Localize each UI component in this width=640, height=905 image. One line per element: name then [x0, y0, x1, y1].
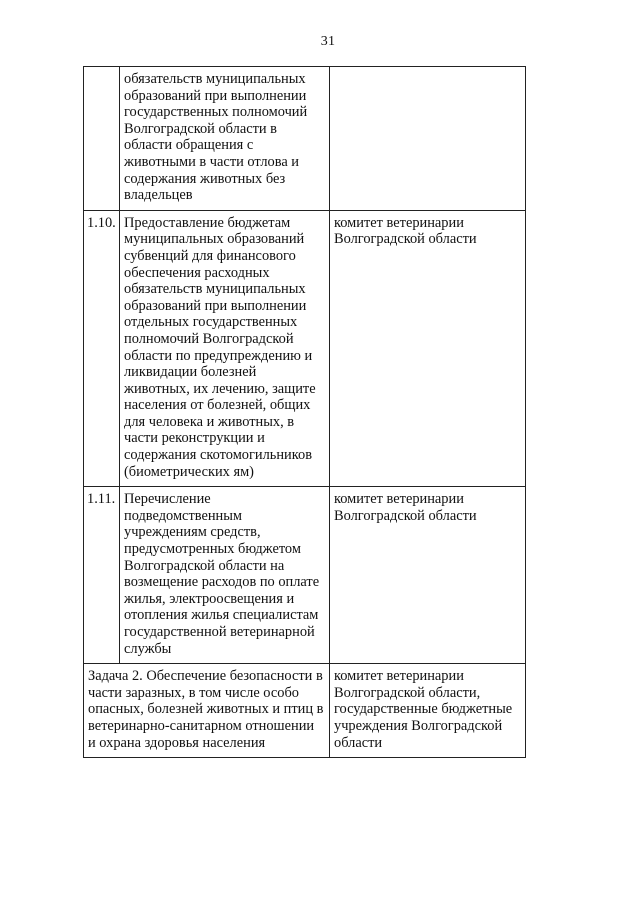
- executor-cell: [330, 210, 526, 487]
- measure-description-cell: [120, 67, 330, 211]
- table-row: [84, 210, 526, 487]
- measure-description: Перечисление подведомственным учреждениям средств, предусмотренных бюджетом Волгоградской области на возмещение расходов по оплате жилья, электроосвещения и отопления жилья специалистам государственной ветеринарной службы: [124, 491, 320, 657]
- page-number: 31: [320, 34, 336, 49]
- row-number-cell: [84, 67, 120, 211]
- task-description: Задача 2. Обеспечение безопасности в части заразных, в том числе особо опасных, болезней животных и птиц в ветеринарно-санитарном отношении и охрана здоровья населения: [88, 668, 324, 751]
- executor-cell: [330, 67, 526, 211]
- executor: комитет ветеринарии Волгоградской области, государственные бюджетные учреждения Волгоградской области: [334, 668, 513, 751]
- executor-cell: [330, 487, 526, 664]
- measure-description: обязательств муниципальных образований при выполнении государственных полномочий Волгоградской области в области обращения с животными в части отлова и содержания животных без владельцев: [124, 71, 308, 204]
- row-number-cell: 1.11.: [84, 487, 120, 664]
- row-number-cell: 1.10.: [84, 210, 120, 487]
- executor: комитет ветеринарии Волгоградской области: [334, 214, 477, 248]
- table-row-task: [84, 664, 526, 758]
- executor-cell: [330, 664, 526, 758]
- table-row: [84, 487, 526, 664]
- measure-description-cell: [120, 210, 330, 487]
- measure-description: Предоставление бюджетам муниципальных образований субвенций для финансового обеспечения расходных обязательств муниципальных образований при выполнении отдельных государственных полномочий Волгоградской области по предупреждению и ликвидации болезней животных, их лечению, защите населения от болезней, общих для человека и животных, в части реконструкции и содержания скотомогильников (биометрических ям): [124, 214, 316, 480]
- measure-description-cell: [120, 487, 330, 664]
- executor: комитет ветеринарии Волгоградской области: [334, 491, 477, 524]
- measures-table: [83, 66, 526, 758]
- table-row: [84, 67, 526, 211]
- task-description-cell: [84, 664, 330, 758]
